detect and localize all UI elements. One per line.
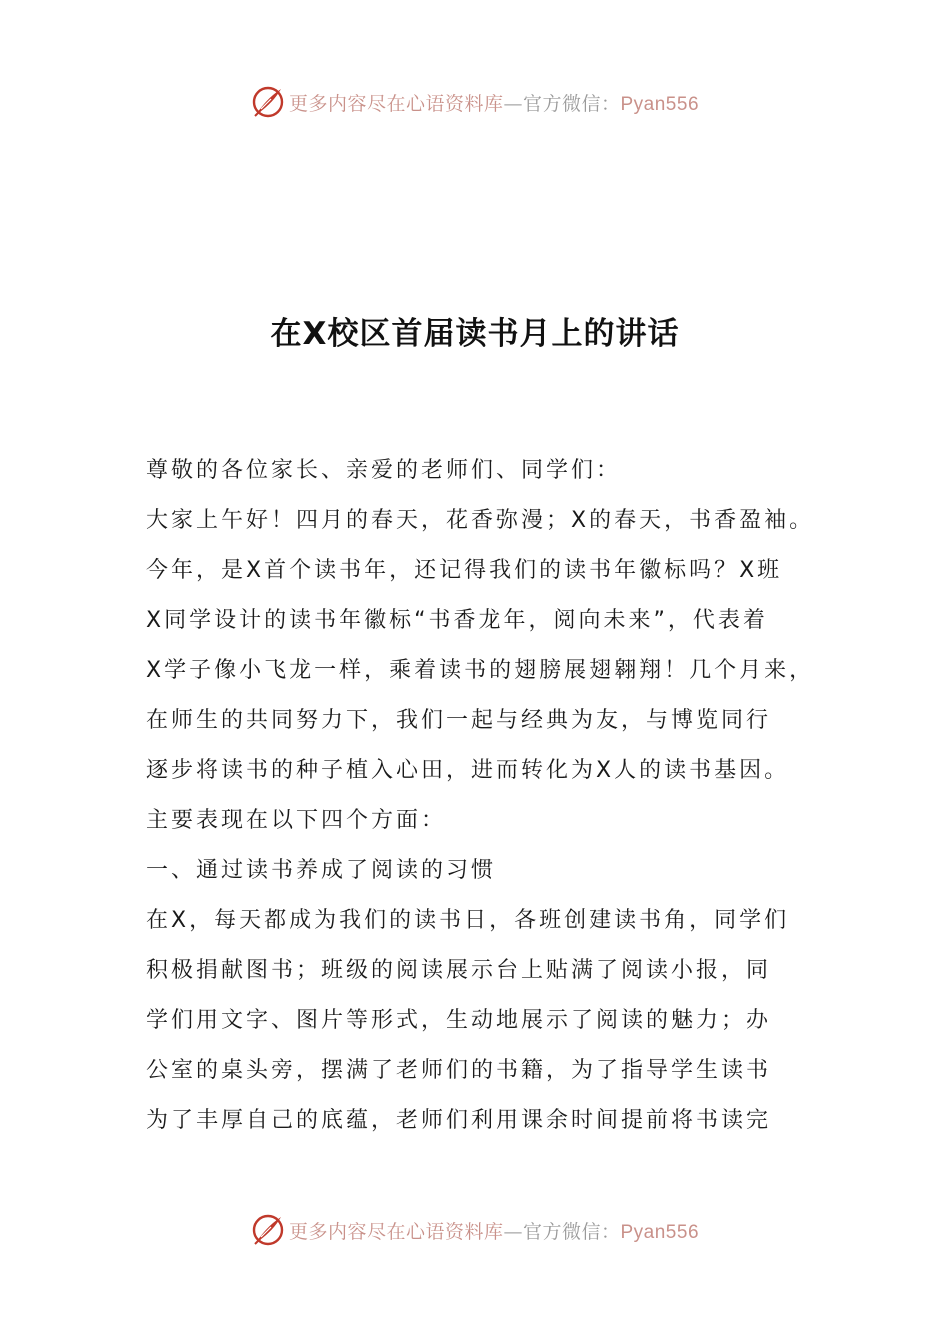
watermark-dash: — <box>503 1220 523 1243</box>
watermark-id: Pyan556 <box>620 1221 700 1243</box>
section-heading: 一、通过读书养成了阅读的习惯 <box>146 858 497 883</box>
quill-logo-icon <box>251 85 285 119</box>
text-line: 逐步将读书的种子植入心田，进而转化为X人的读书基因。 <box>146 758 790 783</box>
watermark-main: 更多内容尽在心语资料库 <box>288 1220 504 1243</box>
page-title: 在X校区首届读书月上的讲话 <box>270 316 680 352</box>
watermark-dash: — <box>503 92 523 115</box>
text-line: X同学设计的读书年徽标“书香龙年，阅向未来”，代表着 <box>146 608 768 633</box>
text-line: 主要表现在以下四个方面： <box>146 808 447 833</box>
text-line: 大家上午好！四月的春天，花香弥漫；X的春天，书香盈袖。 <box>146 508 815 533</box>
text-line: 在师生的共同努力下，我们一起与经典为友，与博览同行 <box>146 708 772 733</box>
watermark-official: 官方微信： <box>522 92 621 115</box>
text-line: X学子像小飞龙一样，乘着读书的翅膀展翅翱翔！几个月来， <box>146 658 815 683</box>
footer-watermark <box>0 1210 950 1250</box>
watermark-main: 更多内容尽在心语资料库 <box>288 92 504 115</box>
text-line: 在X，每天都成为我们的读书日，各班创建读书角，同学们 <box>146 908 790 933</box>
speech-body <box>146 452 846 1152</box>
header-watermark <box>0 82 950 122</box>
text-line: 积极捐献图书；班级的阅读展示台上贴满了阅读小报，同 <box>146 958 772 983</box>
text-line: 今年，是X首个读书年，还记得我们的读书年徽标吗？X班 <box>146 558 783 583</box>
watermark-text <box>289 1217 699 1244</box>
text-line: 学们用文字、图片等形式，生动地展示了阅读的魅力；办 <box>146 1008 772 1033</box>
watermark-text <box>289 89 699 116</box>
text-line: 尊敬的各位家长、亲爱的老师们、同学们： <box>146 458 622 483</box>
text-line: 公室的桌头旁，摆满了老师们的书籍，为了指导学生读书 <box>146 1058 772 1083</box>
watermark-id: Pyan556 <box>620 93 700 115</box>
text-line: 为了丰厚自己的底蕴，老师们利用课余时间提前将书读完 <box>146 1108 772 1133</box>
watermark-official: 官方微信： <box>522 1220 621 1243</box>
quill-logo-icon <box>251 1213 285 1247</box>
